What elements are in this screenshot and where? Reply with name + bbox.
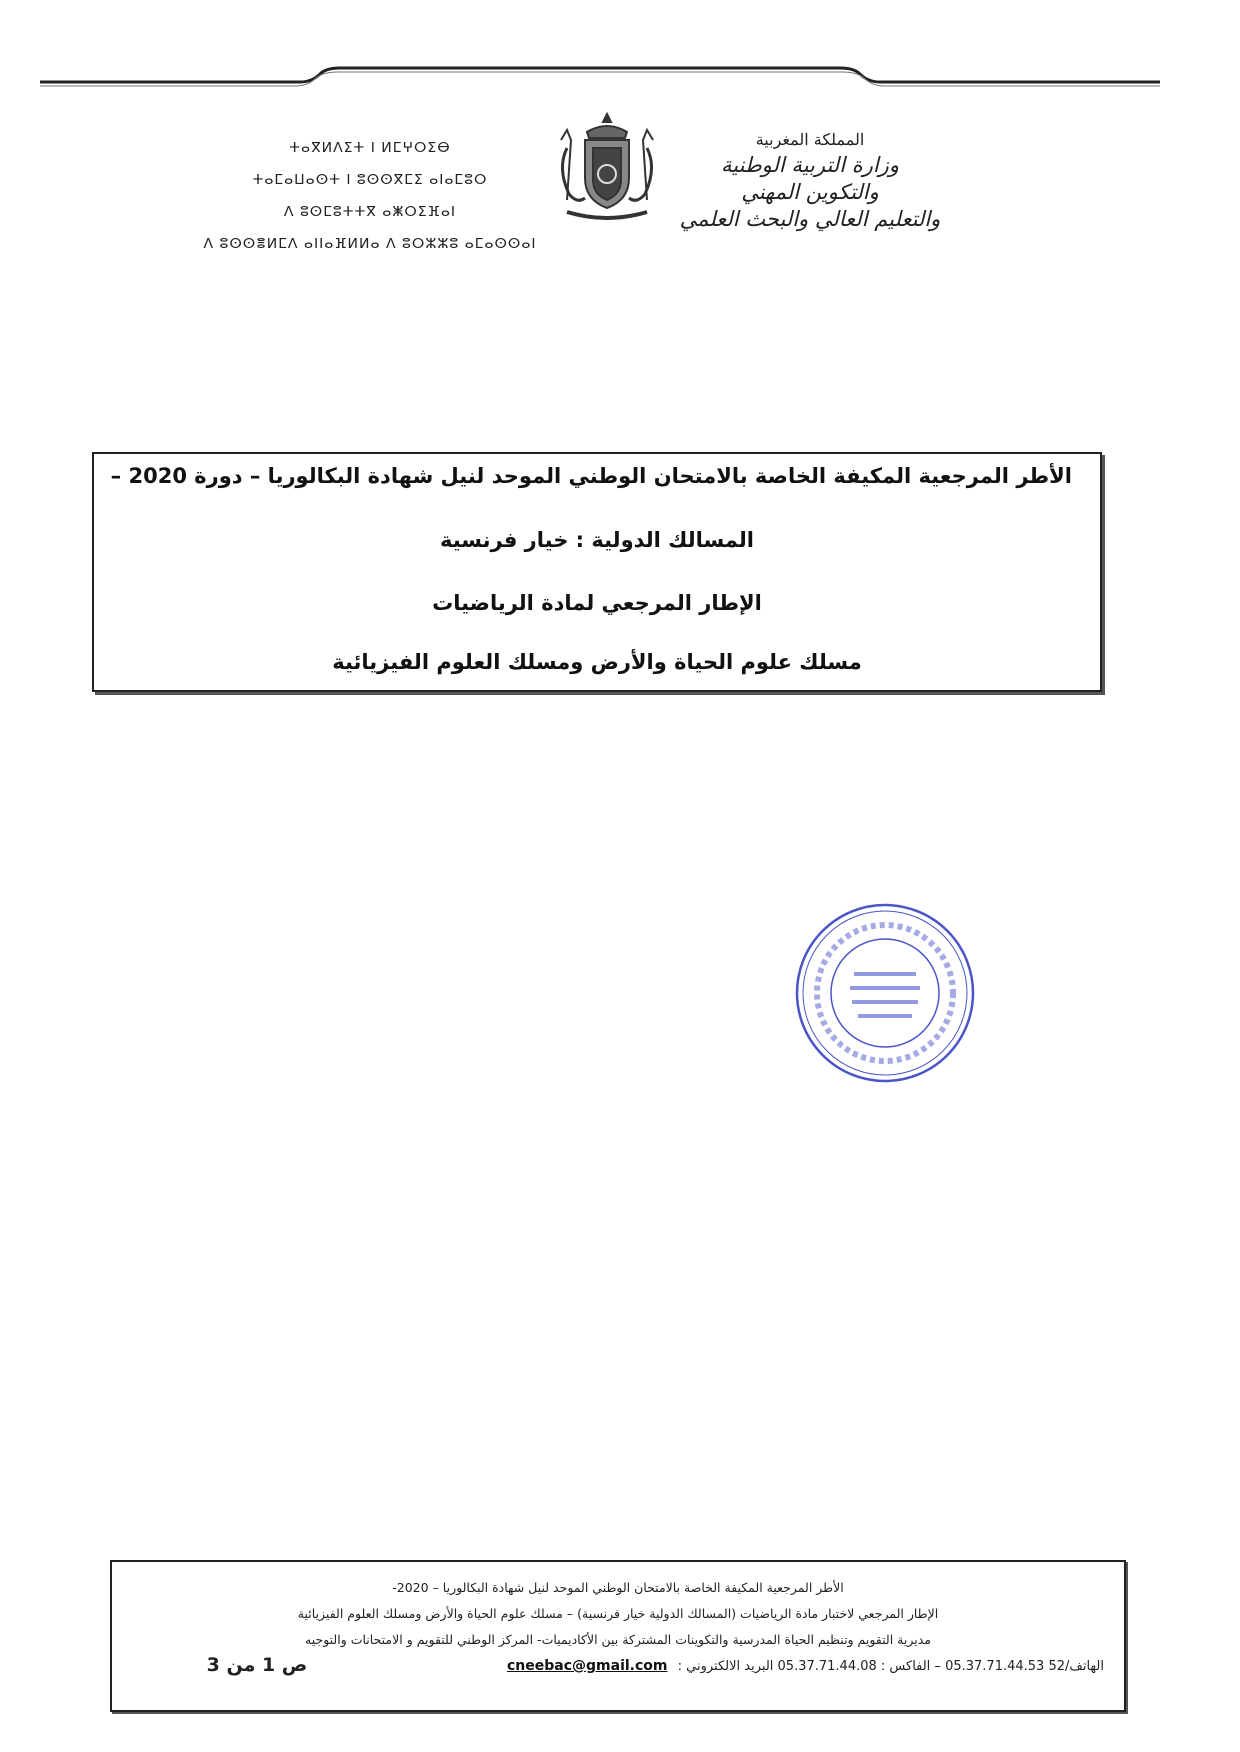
ministry-line: وزارة التربية الوطنية [721, 153, 899, 177]
ministry-line: والتكوين المهني [741, 180, 879, 204]
title-box [92, 452, 1102, 692]
contact-email-link[interactable]: cneebac@gmail.com [506, 1658, 668, 1674]
tifinagh-line: ⴷ ⵓⵙⵎⵓⵜⵜⴳ ⴰⵥⵔⵉⴼⴰⵏ [283, 204, 457, 220]
footer-subtitle: الإطار المرجعي لاختبار مادة الرياضيات (المسالك الدولية خيار فرنسية) – مسلك علوم الحياة والأرض ومسلك العلوم الفيزيائية [297, 1606, 939, 1621]
page-number: ص 1 من 3 [206, 1654, 308, 1676]
footer-directorate: مديرية التقويم وتنظيم الحياة المدرسية والتكوينات المشتركة بين الأكاديميات- المركز الوطني للتقويم و الامتحانات والتوجيه [305, 1632, 931, 1647]
ministry-name-tifinagh [200, 132, 540, 260]
subject-framework: الإطار المرجعي لمادة الرياضيات [432, 591, 762, 615]
document-title: الأطر المرجعية المكيفة الخاصة بالامتحان الوطني الموحد لنيل شهادة البكالوريا – دورة 2020 – [110, 464, 1072, 488]
tifinagh-line: ⵜⴰⴳⵍⴷⵉⵜ ⵏ ⵍⵎⵖⵔⵉⴱ [289, 140, 451, 156]
track-option: المسالك الدولية : خيار فرنسية [439, 528, 754, 552]
ministry-line: والتعليم العالي والبحث العلمي [679, 207, 941, 231]
official-stamp-icon [792, 900, 978, 1086]
tifinagh-line: ⵜⴰⵎⴰⵡⴰⵙⵜ ⵏ ⵓⵙⵙⴳⵎⵉ ⴰⵏⴰⵎⵓⵔ [252, 172, 488, 188]
streams: مسلك علوم الحياة والأرض ومسلك العلوم الفيزيائية [332, 650, 862, 674]
kingdom-name: المملكة المغربية [755, 130, 865, 149]
tifinagh-line: ⴷ ⵓⵙⵙⴻⵍⵎⴷ ⴰⵏⵏⴰⴼⵍⵍⴰ ⴷ ⵓⵔⵣⵣⵓ ⴰⵎⴰⵙⵙⴰⵏ [203, 236, 537, 252]
contact-phone-fax: الهاتف/52 05.37.71.44.53 – الفاكس : 05.37.71.44.08 البريد الالكتروني : [677, 1659, 1104, 1674]
footer-box [110, 1560, 1126, 1712]
coat-of-arms-icon [547, 108, 667, 228]
footer-contact [372, 1658, 1104, 1674]
ministry-name-arabic [660, 128, 960, 233]
header-rule [40, 60, 1160, 100]
footer-title: الأطر المرجعية المكيفة الخاصة بالامتحان الوطني الموحد لنيل شهادة البكالوريا – 2020- [392, 1580, 844, 1595]
